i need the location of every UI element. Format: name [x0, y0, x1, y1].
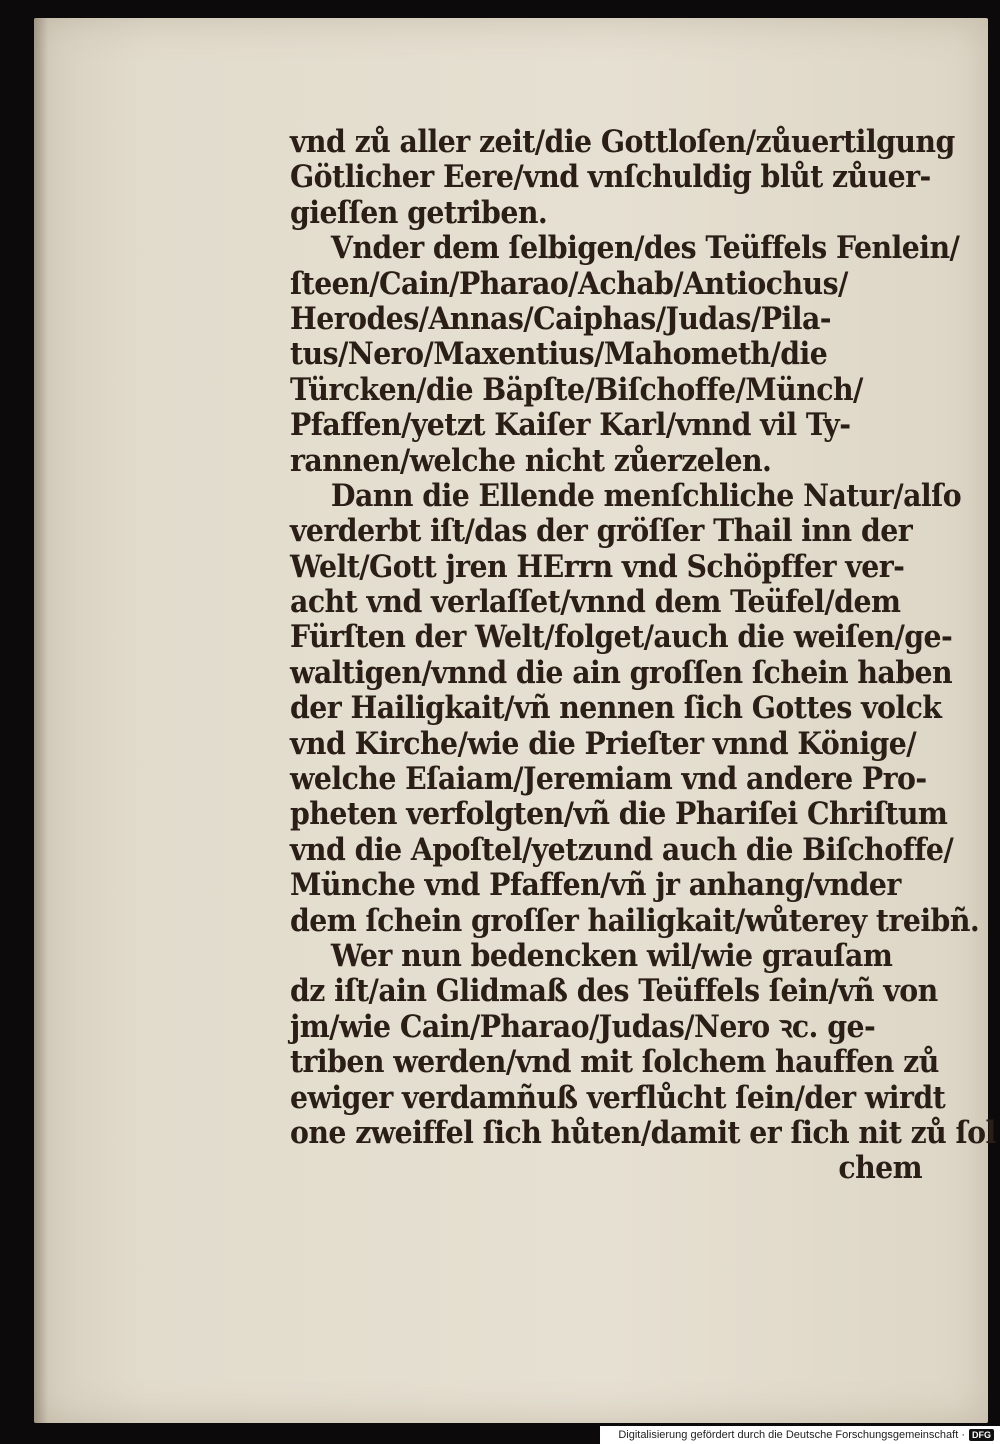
- dfg-logo: DFG: [969, 1429, 994, 1441]
- text-line: Welt/Gott jren HErrn vnd Schöpffer ver-: [290, 548, 905, 585]
- text-line: Vnder dem ſelbigen/des Teüffels Fenlein/: [330, 230, 960, 267]
- text-line: Dann die Ellende menſchliche Natur/alſo: [330, 477, 962, 514]
- text-line: vnd die Apoſtel/yetzund auch die Biſchoffe/: [290, 831, 954, 868]
- text-line: Herodes/Annas/Caiphas/Judas/Pila-: [290, 300, 831, 337]
- digitization-credit: [600, 1426, 1000, 1444]
- text-line: dem ſchein groſſer hailigkait/wůterey treibñ.: [290, 902, 980, 939]
- text-line: Wer nun bedencken wil/wie grauſam: [330, 937, 893, 974]
- text-line: Münche vnd Pfaffen/vñ jr anhang/vnder: [290, 867, 901, 904]
- text-line: rannen/welche nicht zůerzelen.: [290, 442, 772, 479]
- text-line: verderbt iſt/das der gröſſer Thail inn der: [290, 513, 913, 550]
- text-line: ewiger verdamñuß verflůcht ſein/der wirdt: [290, 1079, 946, 1116]
- text-line: vnd zů aller zeit/die Gottloſen/zůuertilgung: [290, 124, 955, 160]
- catchword: chem: [838, 1150, 923, 1187]
- text-line: Pfaffen/yetzt Kaiſer Karl/vnnd vil Ty-: [290, 407, 851, 444]
- text-line: gieſſen getriben.: [290, 194, 548, 231]
- text-line: one zweiffel ſich hůten/damit er ſich nit zů ſol: [290, 1114, 996, 1151]
- text-line: Götlicher Eere/vnd vnſchuldig blůt zůuer-: [290, 159, 931, 196]
- text-line: Fürſten der Welt/folget/auch die weiſen/ge-: [290, 619, 953, 656]
- text-line: triben werden/vnd mit ſolchem hauffen zů: [290, 1044, 939, 1081]
- text-line: der Hailigkait/vñ nennen ſich Gottes volck: [290, 690, 942, 727]
- text-line: ſteen/Cain/Pharao/Achab/Antiochus/: [290, 265, 848, 302]
- text-line: acht vnd verlaſſet/vnnd dem Teüfel/dem: [290, 584, 901, 621]
- text-line: Türcken/die Bäpſte/Biſchoffe/Münch/: [290, 371, 863, 408]
- page-text: [290, 124, 996, 1187]
- credit-text: Digitalisierung gefördert durch die Deutsche Forschungsgemeinschaft ·: [618, 1429, 965, 1441]
- text-line: jm/wie Cain/Pharao/Judas/Nero ꝛc. ge-: [290, 1008, 876, 1045]
- text-line: waltigen/vnnd die ain groſſen ſchein haben: [290, 654, 953, 691]
- text-line: vnd Kirche/wie die Prieſter vnnd Könige/: [290, 725, 917, 762]
- page-gutter-shadow: [34, 18, 48, 1423]
- text-line: tus/Nero/Maxentius/Mahometh/die: [290, 336, 828, 373]
- text-line: dz iſt/ain Glidmaß des Teüffels ſein/vñ von: [290, 973, 938, 1010]
- text-line: welche Eſaiam/Jeremiam vnd andere Pro-: [290, 761, 927, 798]
- text-line: pheten verfolgten/vñ die Phariſei Chriſtum: [290, 796, 948, 833]
